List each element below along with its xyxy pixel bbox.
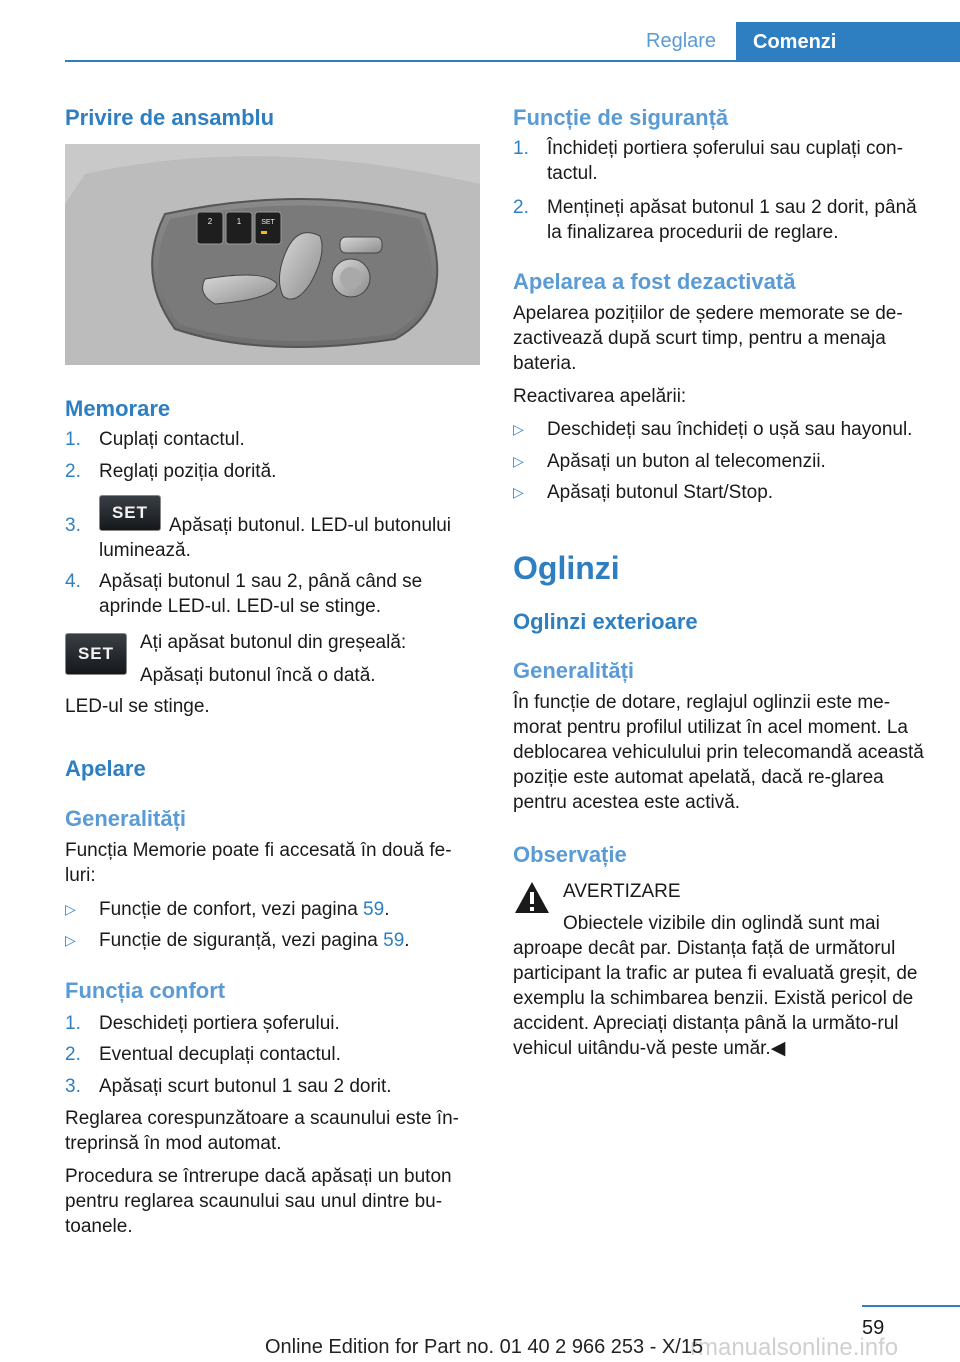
triangle-bullet-icon: ▷: [65, 901, 76, 917]
safety-step-1: [513, 136, 933, 186]
note-title: Observație: [513, 842, 627, 867]
triangle-bullet-icon: ▷: [513, 421, 524, 437]
comfort-step-1: [65, 1011, 480, 1036]
memory-step-1: [65, 427, 480, 452]
header-chapter-tab[interactable]: Comenzi: [736, 22, 960, 62]
reactivate-label: Reactivarea apelării:: [513, 386, 687, 407]
step-number: 1.: [65, 1013, 81, 1034]
watermark: rmanualsonline.info: [690, 1334, 899, 1361]
edition-footer: Online Edition for Part no. 01 40 2 966 253 - X/15: [265, 1336, 704, 1358]
comfort-paragraph-2: Procedura se întrerupe dacă apăsați un buton pentru reglarea scaunului sau unul dintre bu-toanele.: [65, 1166, 452, 1237]
safety-step-2: [513, 195, 933, 245]
step-text: Apăsați scurt butonul 1 sau 2 dorit.: [99, 1076, 392, 1097]
step-text: Închideți portiera șoferului sau cuplați con-tactul.: [547, 138, 903, 184]
triangle-bullet-icon: ▷: [65, 932, 76, 948]
set-button-icon: SET: [99, 495, 161, 531]
header-rule: [65, 60, 960, 62]
step-number: 1.: [513, 138, 529, 159]
warning-text-first-line: Obiectele vizibile din oglindă sunt mai: [563, 913, 880, 934]
step-text: Deschideți portiera șoferului.: [99, 1013, 340, 1034]
warning-label: AVERTIZARE: [563, 881, 681, 902]
disabled-text: Apelarea pozițiilor de ședere memorate se de-zactivează după scurt timp, pentru a menaja bateria.: [513, 303, 903, 374]
comfort-step-3: [65, 1074, 480, 1099]
item-label: Funcție de siguranță, vezi pagina: [99, 930, 384, 951]
exterior-mirrors-title: Oglinzi exterioare: [513, 609, 698, 634]
item-text: Deschideți sau închideți o ușă sau hayonul.: [547, 419, 913, 440]
photo-button-2: 2: [207, 217, 213, 226]
page-link[interactable]: 59: [363, 899, 385, 920]
step-number: 1.: [65, 429, 81, 450]
overview-title: Privire de ansamblu: [65, 105, 275, 130]
general-item-1: [65, 897, 480, 922]
general-item-2: [65, 928, 480, 953]
item-end: .: [384, 899, 390, 920]
triangle-bullet-icon: ▷: [513, 453, 524, 469]
item-end: .: [404, 930, 410, 951]
footer-rule: [862, 1305, 960, 1307]
mistake-line-2: Apăsați butonul încă o dată.: [140, 665, 376, 686]
item-text: [99, 897, 479, 922]
photo-button-set: SET: [261, 219, 275, 226]
memory-title: Memorare: [65, 396, 171, 421]
step-text: Apăsați butonul 1 sau 2, până când se aprinde LED-ul. LED-ul se stinge.: [99, 571, 423, 617]
header-section: Reglare: [646, 30, 717, 52]
item-text: Apăsați butonul Start/Stop.: [547, 482, 774, 503]
disabled-title: Apelarea a fost dezactivată: [513, 269, 796, 294]
step-text: Eventual decuplați contactul.: [99, 1044, 341, 1065]
memory-step-2: [65, 459, 480, 484]
mistake-line-1: Ați apăsat butonul din greșeală:: [140, 632, 407, 653]
item-text: [99, 928, 479, 953]
reactivate-item-1: [513, 417, 933, 442]
mirrors-general-title: Generalități: [513, 658, 635, 683]
comfort-title: Funcția confort: [65, 978, 226, 1003]
mirrors-title: Oglinzi: [513, 550, 620, 586]
step-number: 3.: [65, 515, 81, 536]
step-number: 2.: [65, 461, 81, 482]
seat-controls-photo: [65, 144, 480, 365]
comfort-step-2: [65, 1042, 480, 1067]
step-text: Reglați poziția dorită.: [99, 461, 277, 482]
step-number: 2.: [65, 1044, 81, 1065]
led-off-text: LED-ul se stinge.: [65, 696, 210, 717]
triangle-bullet-icon: ▷: [513, 484, 524, 500]
page-link[interactable]: 59: [383, 930, 405, 951]
set-button-icon-large: SET: [65, 633, 127, 675]
general-title: Generalități: [65, 806, 187, 831]
item-text: Apăsați un buton al telecomenzii.: [547, 451, 826, 472]
warning-text: aproape decât par. Distanța față de următorul participant la trafic ar putea fi evaluată greșit, de exemplu la schimbarea benzii. Există pericol de accident. Apreciați distanța până la următo-rul vehicul uitându-vă peste umăr.◀: [513, 938, 918, 1059]
mirrors-general-text: În funcție de dotare, reglajul oglinzii este me-morat pentru profilul utilizat în acel moment. La deblocarea vehiculului prin telecomandă această poziție este automat apelată, dacă re-glarea pentru acestea este activă.: [513, 692, 924, 813]
general-text: Funcția Memorie poate fi accesată în două fe-luri:: [65, 840, 452, 886]
reactivate-item-2: [513, 449, 933, 474]
page-number: 59: [862, 1317, 885, 1339]
step-text: Cuplați contactul.: [99, 429, 245, 450]
reactivate-item-3: [513, 480, 933, 505]
step-number: 2.: [513, 197, 529, 218]
memory-step-4: [65, 569, 480, 619]
comfort-paragraph-1: Reglarea corespunzătoare a scaunului este în-treprinsă în mod automat.: [65, 1108, 459, 1154]
photo-button-1: 1: [236, 217, 242, 226]
step-number: 3.: [65, 1076, 81, 1097]
recall-title: Apelare: [65, 756, 146, 781]
step-text: Apăsați butonul. LED-ul butonului luminează.: [99, 515, 452, 561]
step-text: Mențineți apăsat butonul 1 sau 2 dorit, până la finalizarea procedurii de reglare.: [547, 197, 917, 243]
seat-controls-illustration: [65, 144, 480, 365]
safety-title: Funcție de siguranță: [513, 105, 729, 130]
step-number: 4.: [65, 571, 81, 592]
warning-icon: [513, 880, 551, 916]
item-label: Funcție de confort, vezi pagina: [99, 899, 364, 920]
